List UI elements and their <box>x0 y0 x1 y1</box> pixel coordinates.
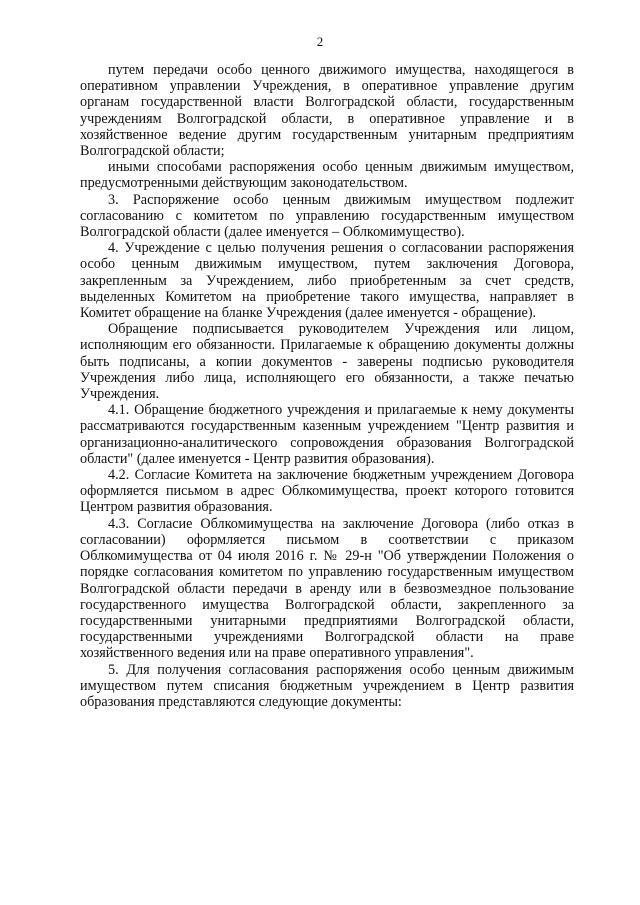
paragraph-clause-3: 3. Распоряжение особо ценным движимым имуществом подлежит согласованию с комитетом по управлению государственным имуществом Волгоградской области (далее именуется – Облкомимущество). <box>80 191 574 241</box>
paragraph-clause-4: 4. Учреждение с целью получения решения о согласовании распоряжения особо ценным движимым имуществом, путем заключения Договора, закрепленным за Учреждением, либо приобретенным за счет средств, выделенных Комитетом на приобретение такого имущества, направляет в Комитет обращение на бланке Учреждения (далее именуется - обращение). <box>80 240 574 322</box>
paragraph-clause-4-2: 4.2. Согласие Комитета на заключение бюджетным учреждением Договора оформляется письмом в адрес Облкомимущества, проект которого готовится Центром развития образования. <box>80 467 574 516</box>
document-body <box>80 62 574 710</box>
paragraph-transfer-operational-management: путем передачи особо ценного движимого имущества, находящегося в оперативном управлении Учреждения, в оперативное управление другим органам государственной власти Волгоградской области, государственным учреждениям Волгоградской области, в оперативное управление и в хозяйственное ведение другим государственным унитарным предприятиям Волгоградской области; <box>80 62 574 160</box>
paragraph-clause-5: 5. Для получения согласования распоряжения особо ценным движимым имуществом путем списания бюджетным учреждением в Центр развития образования представляются следующие документы: <box>80 661 574 710</box>
paragraph-appeal-signing: Обращение подписывается руководителем Учреждения или лицом, исполняющим его обязанности. Прилагаемые к обращению документы должны быть подписаны, а копии документов - заверены подписью руководителя Учреждения либо лица, исполняющего его обязанности, а также печатью Учреждения. <box>80 321 574 403</box>
paragraph-clause-4-3: 4.3. Согласие Облкомимущества на заключение Договора (либо отказ в согласовании) оформляется письмом в соответствии с приказом Облкомимущества от 04 июля 2016 г. № 29-н "Об утверждении Положения о порядке согласования комитетом по управлению государственным имуществом Волгоградской области передачи в аренду или в безвозмездное пользование государственного имущества Волгоградской области, закрепленного за государственными унитарными предприятиями Волгоградской области, государственными учреждениями Волгоградской области на праве хозяйственного ведения или на праве оперативного управления". <box>80 515 574 662</box>
page-number: 2 <box>316 34 324 49</box>
paragraph-other-disposal-methods: иными способами распоряжения особо ценным движимым имуществом, предусмотренными действующим законодательством. <box>80 159 574 192</box>
paragraph-clause-4-1: 4.1. Обращение бюджетного учреждения и прилагаемые к нему документы рассматриваются государственным казенным учреждением "Центр развития и организационно-аналитического сопровождения образования Волгоградской области" (далее именуется - Центр развития образования). <box>80 402 574 467</box>
